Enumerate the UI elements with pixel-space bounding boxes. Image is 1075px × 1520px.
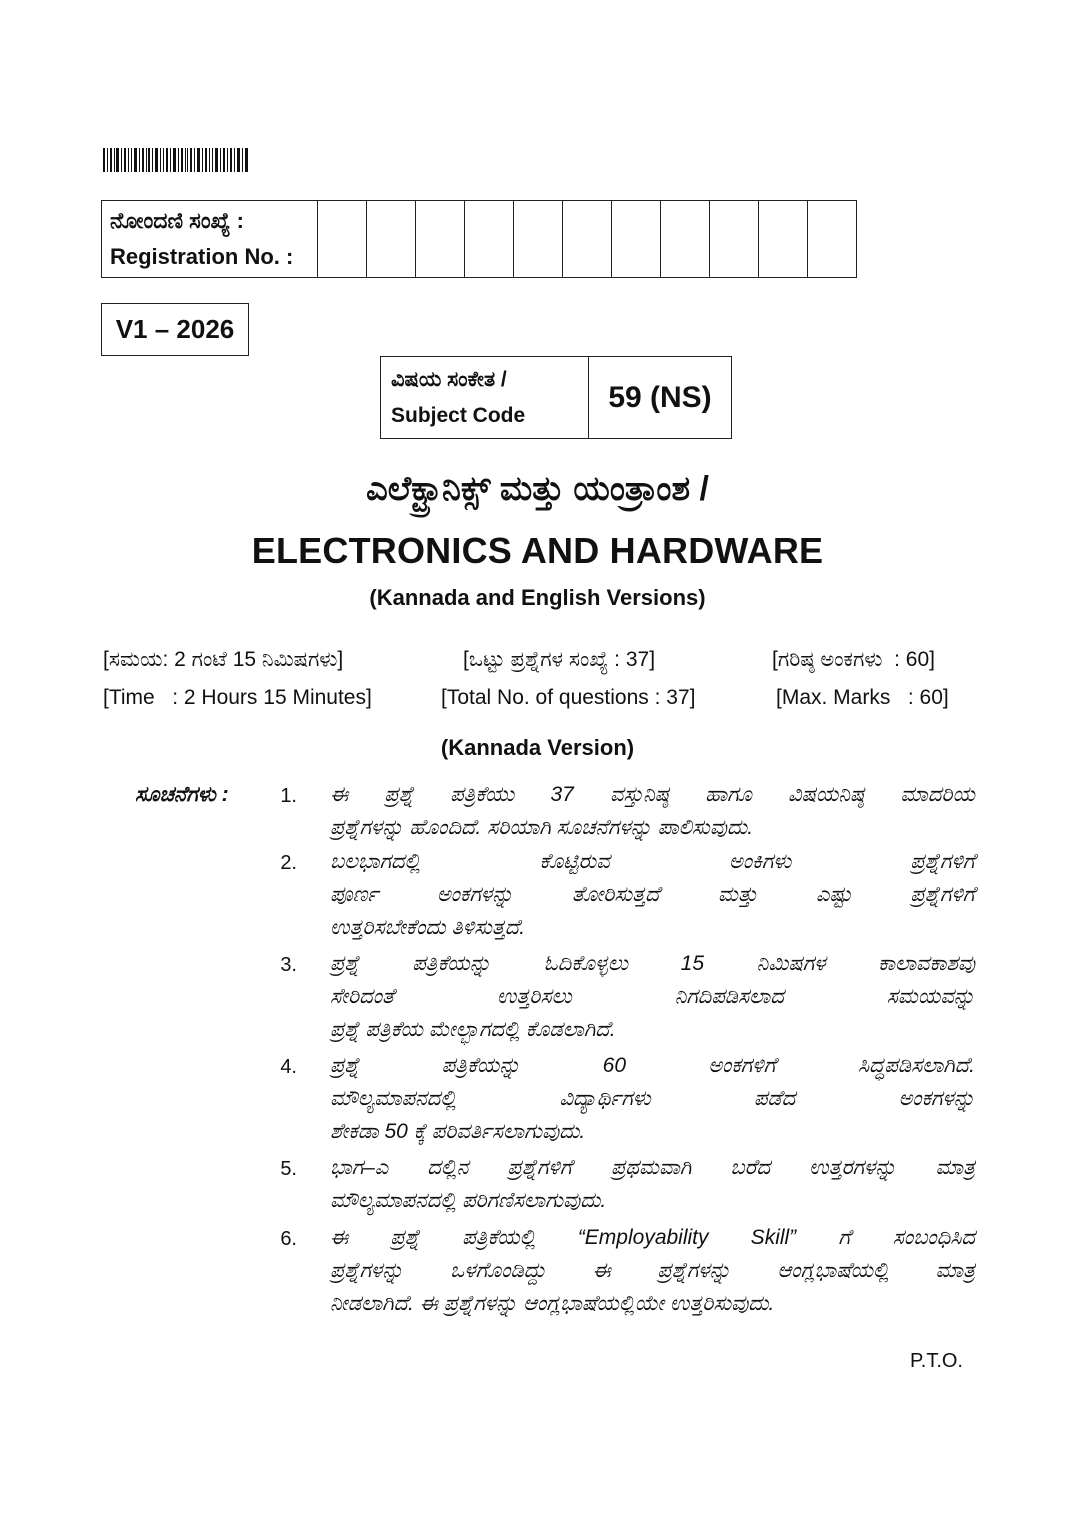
questions-kn: [ಒಟ್ಟು ಪ್ರಶ್ನೆಗಳ ಸಂಖ್ಯೆ : 37] bbox=[463, 648, 656, 671]
registration-digit-box[interactable] bbox=[367, 201, 416, 278]
version-label: (Kannada Version) bbox=[440, 735, 635, 760]
registration-table bbox=[101, 200, 857, 278]
registration-digit-box[interactable] bbox=[759, 201, 808, 278]
instruction-item bbox=[330, 1151, 975, 1217]
time-en: [Time : 2 Hours 15 Minutes] bbox=[103, 686, 372, 709]
registration-digit-box[interactable] bbox=[514, 201, 563, 278]
instruction-line: ಮೌಲ್ಯಮಾಪನದಲ್ಲಿ ಪರಿಗಣಿಸಲಾಗುವುದು. bbox=[330, 1189, 607, 1212]
instruction-number: 4. bbox=[280, 1056, 297, 1078]
instruction-line: ಉತ್ತರಿಸಬೇಕೆಂದು ತಿಳಿಸುತ್ತದೆ. bbox=[330, 916, 526, 939]
registration-digit-box[interactable] bbox=[808, 201, 857, 278]
instruction-number: 3. bbox=[280, 954, 297, 976]
subject-code-table bbox=[380, 356, 732, 439]
marks-kn: [ಗರಿಷ್ಠ ಅಂಕಗಳು : 60] bbox=[772, 648, 935, 671]
instruction-line: ಪ್ರಶ್ನೆ ಪತ್ರಿಕೆಯ ಮೇಲ್ಭಾಗದಲ್ಲಿ ಕೊಡಲಾಗಿದೆ. bbox=[330, 1018, 616, 1041]
instruction-line: ಪ್ರಶ್ನೆ ಪತ್ರಿಕೆಯನ್ನು 60 ಅಂಕಗಳಿಗೆ ಸಿದ್ಧಪಡಿಸಲಾಗಿದೆ. bbox=[330, 1054, 975, 1077]
pto-label: P.T.O. bbox=[910, 1350, 963, 1372]
registration-digit-box[interactable] bbox=[318, 201, 367, 278]
instruction-line: ಬಲಭಾಗದಲ್ಲಿ ಕೊಟ್ಟಿರುವ ಅಂಕಿಗಳು ಪ್ರಶ್ನೆಗಳಿಗೆ bbox=[330, 850, 975, 873]
instruction-line: ಪ್ರಶ್ನೆ ಪತ್ರಿಕೆಯನ್ನು ಓದಿಕೊಳ್ಳಲು 15 ನಿಮಿಷಗಳ ಕಾಲಾವಕಾಶವು bbox=[330, 952, 975, 975]
questions-en: [Total No. of questions : 37] bbox=[441, 686, 696, 709]
instruction-item bbox=[330, 778, 975, 844]
registration-digit-box[interactable] bbox=[710, 201, 759, 278]
instruction-number: 6. bbox=[280, 1228, 297, 1250]
registration-digit-box[interactable] bbox=[612, 201, 661, 278]
instruction-line: ಪ್ರಶ್ನೆಗಳನ್ನು ಹೊಂದಿದೆ. ಸರಿಯಾಗಿ ಸೂಚನೆಗಳನ್ನು ಪಾಲಿಸುವುದು. bbox=[330, 816, 754, 839]
instruction-line: ಈ ಪ್ರಶ್ನೆ ಪತ್ರಿಕೆಯು 37 ವಸ್ತುನಿಷ್ಠ ಹಾಗೂ ವಿಷಯನಿಷ್ಠ ಮಾದರಿಯ bbox=[330, 783, 975, 806]
versions-note: (Kannada and English Versions) bbox=[369, 585, 706, 610]
instruction-line: ಭಾಗ–ಎ ದಲ್ಲಿನ ಪ್ರಶ್ನೆಗಳಿಗೆ ಪ್ರಥಮವಾಗಿ ಬರೆದ ಉತ್ತರಗಳನ್ನು ಮಾತ್ರ bbox=[330, 1156, 975, 1179]
barcode bbox=[103, 148, 248, 172]
instruction-line: ನೀಡಲಾಗಿದೆ. ಈ ಪ್ರಶ್ನೆಗಳನ್ನು ಆಂಗ್ಲಭಾಷೆಯಲ್ಲಿಯೇ ಉತ್ತರಿಸುವುದು. bbox=[330, 1292, 775, 1315]
instruction-number: 5. bbox=[280, 1158, 297, 1180]
title-english: ELECTRONICS AND HARDWARE bbox=[251, 530, 824, 571]
instruction-number: 2. bbox=[280, 852, 297, 874]
subject-code-label-en: Subject Code bbox=[391, 403, 526, 427]
instruction-item bbox=[330, 845, 975, 944]
title-kannada: ಎಲೆಕ್ಟ್ರಾನಿಕ್ಸ್ ಮತ್ತು ಯಂತ್ರಾಂಶ / bbox=[365, 470, 709, 508]
instruction-item bbox=[330, 947, 975, 1046]
time-kn: [ಸಮಯ: 2 ಗಂಟೆ 15 ನಿಮಿಷಗಳು] bbox=[103, 648, 344, 671]
version-code-box: V1 – 2026 bbox=[101, 303, 249, 356]
registration-digit-box[interactable] bbox=[661, 201, 710, 278]
instruction-line: ಮೌಲ್ಯಮಾಪನದಲ್ಲಿ ವಿದ್ಯಾರ್ಥಿಗಳು ಪಡೆದ ಅಂಕಗಳನ್ನು bbox=[330, 1087, 975, 1110]
registration-digit-box[interactable] bbox=[563, 201, 612, 278]
registration-label bbox=[102, 201, 318, 278]
instruction-item bbox=[330, 1049, 975, 1148]
instruction-line: ಈ ಪ್ರಶ್ನೆ ಪತ್ರಿಕೆಯಲ್ಲಿ “Employability Skill” ಗೆ ಸಂಬಂಧಿಸಿದ bbox=[330, 1226, 975, 1249]
registration-label-en: Registration No. : bbox=[110, 244, 294, 269]
instruction-line: ಸೇರಿದಂತೆ ಉತ್ತರಿಸಲು ನಿಗದಿಪಡಿಸಲಾದ ಸಮಯವನ್ನು bbox=[330, 985, 975, 1008]
registration-label-kn: ನೋಂದಣಿ ಸಂಖ್ಯೆ : bbox=[110, 208, 244, 233]
subject-code-label bbox=[381, 357, 589, 439]
instruction-line: ಪ್ರಶ್ನೆಗಳನ್ನು ಒಳಗೊಂಡಿದ್ದು ಈ ಪ್ರಶ್ನೆಗಳನ್ನು ಆಂಗ್ಲಭಾಷೆಯಲ್ಲಿ ಮಾತ್ರ bbox=[330, 1259, 975, 1282]
instruction-item bbox=[330, 1221, 975, 1320]
subject-code-value: 59 (NS) bbox=[589, 357, 732, 439]
instruction-number: 1. bbox=[280, 785, 297, 807]
registration-digit-box[interactable] bbox=[416, 201, 465, 278]
instructions-label: ಸೂಚನೆಗಳು : bbox=[135, 783, 229, 806]
registration-digit-box[interactable] bbox=[465, 201, 514, 278]
marks-en: [Max. Marks : 60] bbox=[776, 686, 949, 709]
instruction-line: ಪೂರ್ಣ ಅಂಕಗಳನ್ನು ತೋರಿಸುತ್ತದೆ ಮತ್ತು ಎಷ್ಟು ಪ್ರಶ್ನೆಗಳಿಗೆ bbox=[330, 883, 975, 906]
subject-code-label-kn: ವಿಷಯ ಸಂಕೇತ / bbox=[391, 367, 507, 391]
instruction-line: ಶೇಕಡಾ 50 ಕ್ಕೆ ಪರಿವರ್ತಿಸಲಾಗುವುದು. bbox=[330, 1120, 586, 1143]
